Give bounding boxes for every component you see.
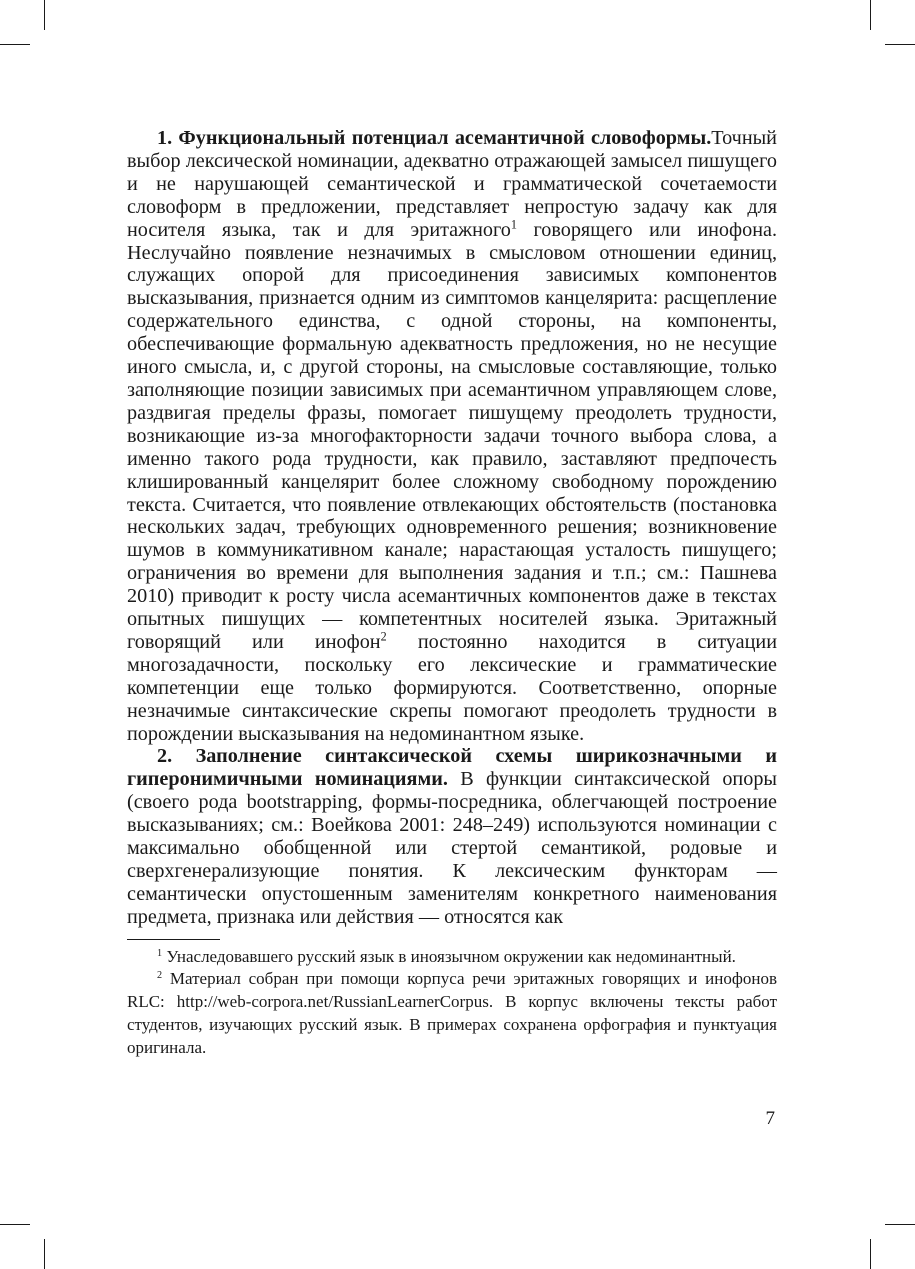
footnote-2 bbox=[127, 968, 777, 1059]
footnote-ref-2: 2 bbox=[380, 629, 387, 644]
paragraph-2 bbox=[127, 745, 777, 928]
page-body bbox=[127, 127, 777, 1059]
crop-mark-top-left-vertical bbox=[44, 0, 45, 30]
paragraph-1-text-b: говорящего или инофона. Неслучайно появление незначимых в смысловом отношении единиц, служащих опорой для присоединения зависимых компонентов высказывания, признается одним из симптомов канцелярита: расщепление содержательного единства, с одной стороны, на компоненты, обеспечивающие формальную адекватность предложения, но не несущие иного смысла, и, с другой стороны, на смысловые составляющие, только заполняющие позиции зависимых при асемантичном управляющем слове, раздвигая пределы фразы, помогает пишущему преодолеть трудности, возникающие из-за многофакторности задачи точного выбора слова, а именно такого рода трудности, как правило, заставляют предпочесть клишированный канцелярит более сложному свободному порождению текста. Считается, что появление отвлекающих обстоятельств (постановка нескольких задач, требующих одновременного решения; возникновение шумов в коммуникативном канале; нарастающая усталость пишущего; ограничения во времени для выполнения задания и т.п.; см.: Пашнева 2010) приводит к росту числа асемантичных компонентов даже в текстах опытных пишущих — компетентных носителей языка. Эритажный говорящий или инофон bbox=[127, 218, 778, 653]
footnote-2-marker: 2 bbox=[157, 970, 163, 982]
crop-mark-bottom-left-vertical bbox=[44, 1239, 45, 1269]
footnote-ref-1: 1 bbox=[510, 217, 517, 232]
paragraph-2-heading: 2. Заполнение синтаксической схемы ширикозначными и гиперонимичными номинациями. bbox=[127, 745, 777, 791]
paragraph-1 bbox=[127, 127, 777, 745]
crop-mark-top-right-horizontal bbox=[885, 44, 915, 45]
paragraph-1-heading: 1. Функциональный потенциал асемантичной словоформы. bbox=[157, 127, 712, 149]
footnote-2-text: Материал собран при помощи корпуса речи эритажных говорящих и инофонов RLC: http://web-corpora.net/RussianLearnerCorpus. В корпус включены тексты работ студентов, изучающих русский язык. В примерах сохранена орфография и пунктуация оригинала. bbox=[127, 969, 777, 1057]
crop-mark-top-left-horizontal bbox=[0, 44, 30, 45]
footnote-1-text: Унаследовавшего русский язык в иноязычном окружении как недоминантный. bbox=[162, 946, 736, 966]
crop-mark-bottom-right-horizontal bbox=[885, 1224, 915, 1225]
paragraph-1-text-c: постоянно находится в ситуации многозадачности, поскольку его лексические и грамматические компетенции еще только формируются. Соответственно, опорные незначимые синтаксические скрепы помогают преодолеть трудности в порождении высказывания на недоминантном языке. bbox=[127, 630, 777, 745]
footnote-separator bbox=[127, 939, 220, 940]
crop-mark-top-right-vertical bbox=[870, 0, 871, 30]
paragraph-2-text: В функции синтаксической опоры (своего рода bootstrapping, формы-посредника, облегчающей построение высказываниях; см.: Воейкова 2001: 248–249) используются номинации с максимально обобщенной или стертой семантикой, родовые и сверхгенерализующие понятия. К лексическим функторам — семантически опустошенным заменителям конкретного наименования предмета, признака или действия — относятся как bbox=[127, 768, 777, 928]
crop-mark-bottom-left-horizontal bbox=[0, 1224, 30, 1225]
crop-mark-bottom-right-vertical bbox=[870, 1239, 871, 1269]
footnote-1-marker: 1 bbox=[157, 947, 163, 959]
paragraph-1-text-a: Точный выбор лексической номинации, адекватно отражающей замысел пишущего и не нарушающей семантической и грамматической сочетаемости словоформ в предложении, представляет непростую задачу как для носителя языка, так и для эритажного bbox=[127, 127, 777, 241]
footnote-1 bbox=[127, 946, 777, 969]
page-number: 7 bbox=[765, 1108, 775, 1129]
